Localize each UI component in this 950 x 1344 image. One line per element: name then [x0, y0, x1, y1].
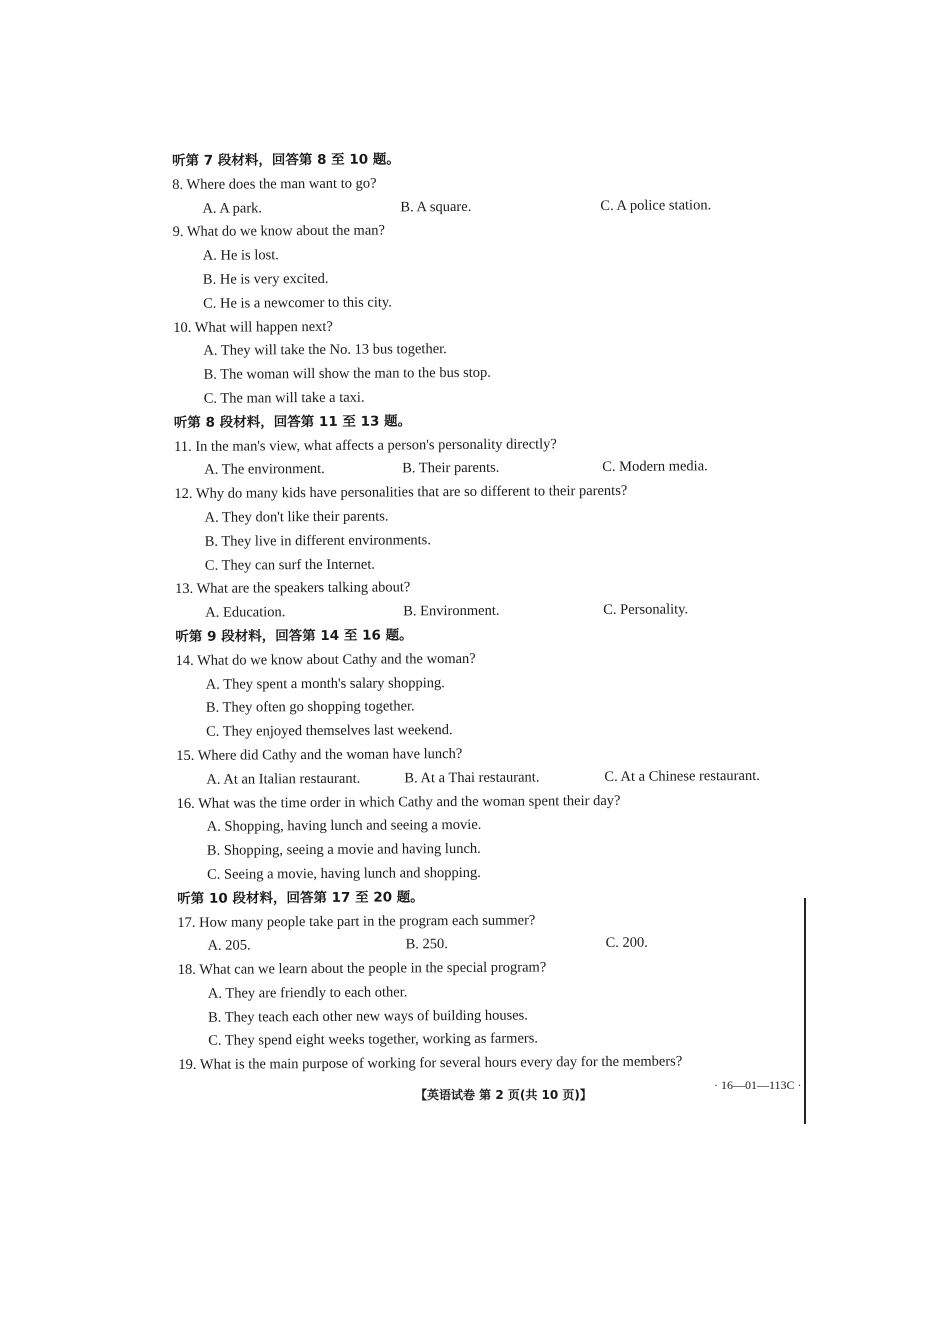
- answer-option: A. The environment.: [204, 461, 325, 479]
- question-stem: 15. Where did Cathy and the woman have lunch?: [176, 745, 463, 764]
- answer-option: B. 250.: [405, 936, 448, 953]
- answer-option: C. Modern media.: [602, 458, 708, 476]
- answer-option: A. They will take the No. 13 bus together.: [203, 341, 447, 360]
- answer-option: A. A park.: [202, 199, 263, 217]
- question-stem: 10. What will happen next?: [173, 318, 333, 336]
- answer-option: A. They are friendly to each other.: [207, 984, 408, 1002]
- section-heading: 听第 8 段材料，回答第 11 至 13 题。: [173, 413, 412, 431]
- answer-option: C. They can surf the Internet.: [204, 556, 376, 574]
- question-stem: 8. Where does the man want to go?: [172, 175, 377, 193]
- answer-option: C. At a Chinese restaurant.: [604, 767, 760, 785]
- answer-option: C. He is a newcomer to this city.: [203, 294, 392, 312]
- answer-option: B. The woman will show the man to the bus stop.: [203, 364, 491, 383]
- question-stem: 13. What are the speakers talking about?: [175, 579, 411, 598]
- answer-option: A. He is lost.: [202, 247, 279, 264]
- question-stem: 14. What do we know about Cathy and the woman?: [175, 650, 476, 669]
- footer-page-label: 【英语试卷 第 2 页(共 10 页)】: [415, 1088, 592, 1102]
- answer-option: A. 205.: [207, 937, 251, 955]
- answer-option: B. He is very excited.: [202, 270, 329, 288]
- answer-option: C. They enjoyed themselves last weekend.: [206, 722, 453, 740]
- answer-option: B. Environment.: [403, 602, 500, 620]
- answer-option: A. At an Italian restaurant.: [206, 770, 361, 788]
- answer-option: B. They often go shopping together.: [205, 698, 415, 717]
- answer-option: B. Shopping, seeing a movie and having lunch.: [206, 840, 481, 859]
- exam-content: [172, 146, 808, 1078]
- section-heading: 听第 10 段材料，回答第 17 至 20 题。: [177, 888, 424, 907]
- answer-option: B. They teach each other new ways of building houses.: [208, 1007, 528, 1026]
- answer-option: C. The man will take a taxi.: [203, 389, 365, 407]
- question-stem: 16. What was the time order in which Cathy and the woman spent their day?: [176, 792, 621, 812]
- answer-option: C. A police station.: [600, 196, 712, 214]
- question-stem: 19. What is the main purpose of working for several hours every day for the members?: [178, 1053, 683, 1074]
- question-stem: 17. How many people take part in the program each summer?: [177, 911, 536, 931]
- question-stem: 12. Why do many kids have personalities that are so different to their parents?: [174, 482, 628, 503]
- question-stem: 18. What can we learn about the people in the special program?: [177, 959, 547, 979]
- answer-option: B. Their parents.: [402, 460, 500, 477]
- answer-option: B. A square.: [400, 198, 472, 216]
- section-heading: 听第 7 段材料，回答第 8 至 10 题。: [172, 151, 400, 169]
- answer-option: A. They don't like their parents.: [204, 508, 389, 526]
- answer-option: B. They live in different environments.: [204, 531, 431, 550]
- answer-option: A. They spent a month's salary shopping.: [205, 674, 445, 693]
- answer-option: C. Seeing a movie, having lunch and shopping.: [207, 864, 481, 883]
- section-heading: 听第 9 段材料，回答第 14 至 16 题。: [175, 627, 413, 645]
- page-footer: [0, 1078, 950, 1106]
- question-stem: 9. What do we know about the man?: [172, 222, 385, 241]
- footer-exam-code: · 16—01—113C ·: [714, 1078, 802, 1092]
- answer-option: C. 200.: [605, 934, 648, 952]
- answer-option: C. Personality.: [603, 601, 689, 619]
- answer-option: A. Shopping, having lunch and seeing a movie.: [206, 817, 482, 836]
- answer-option: A. Education.: [205, 604, 286, 621]
- question-stem: 11. In the man's view, what affects a person's personality directly?: [174, 435, 557, 455]
- answer-option: B. At a Thai restaurant.: [404, 769, 540, 787]
- answer-option: C. They spend eight weeks together, working as farmers.: [208, 1030, 539, 1050]
